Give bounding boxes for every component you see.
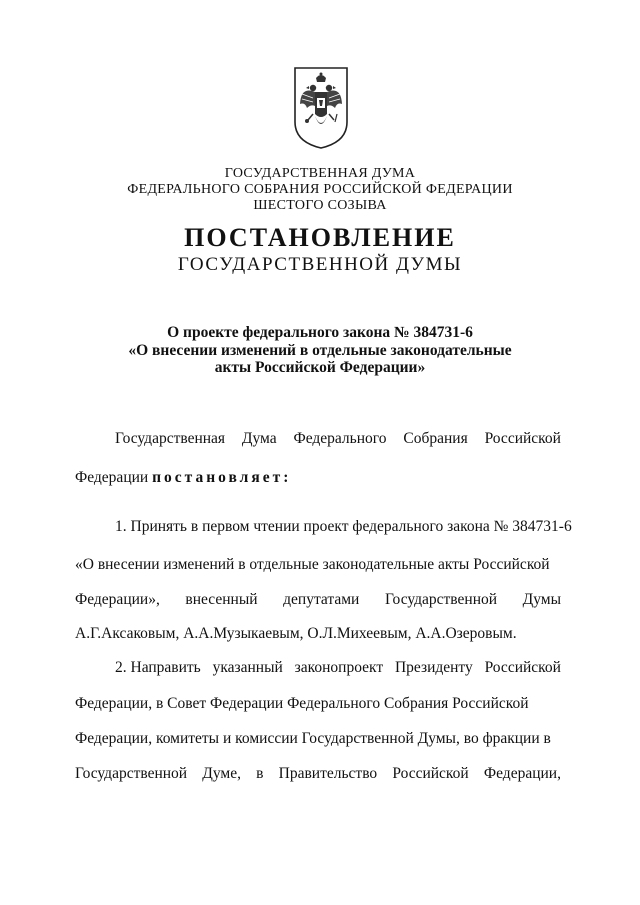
item2-word: Думе, [202,765,241,782]
preamble-word: Федерации [75,469,149,486]
issuer-line-1: ГОСУДАРСТВЕННАЯ ДУМА [224,166,416,181]
preamble-word: Российской [484,430,561,447]
item1-word: Государственной [384,591,498,608]
preamble-line-2 [75,469,561,487]
item1-word: Федерации», [75,591,160,608]
document-subtitle: ГОСУДАРСТВЕННОЙ ДУМЫ [177,254,463,275]
item1-word: Думы [522,591,561,608]
item2-word: в [256,765,264,782]
item2-word: Государственной [75,765,188,782]
item2-word: Российской [392,765,469,782]
item2-word: Российской [484,659,561,676]
item2-word: Федерации, [483,765,561,782]
item1-line-2: «О внесении изменений в отдельные законодательные акты Российской [75,556,550,573]
item2-word: 2. Направить [115,659,201,676]
item2-word: Правительство [278,765,378,782]
item1-line-3 [75,591,561,609]
preamble-word: Собрания [403,430,468,447]
preamble-word: Федерального [293,430,387,447]
item2-word: указанный [212,659,283,676]
preamble-word: Дума [241,430,277,447]
document-title: ПОСТАНОВЛЕНИЕ [184,223,456,252]
preamble-line-1 [115,430,561,448]
item2-word: Президенту [394,659,473,676]
item1-line-1: 1. Принять в первом чтении проект федерального закона № 384731-6 [115,518,572,535]
preamble-word: Государственная [115,430,226,447]
subject-line-3: акты Российской Федерации» [214,359,426,376]
convocation-line: ШЕСТОГО СОЗЫВА [253,198,387,213]
item2-word: законопроект [294,659,384,676]
item2-line-4 [75,765,561,783]
state-emblem-icon [291,64,351,150]
decree-word: постановляет: [152,469,292,486]
item2-line-1 [115,659,561,677]
subject-line-1: О проекте федерального закона № 384731-6 [167,324,473,341]
item1-word: внесенный [185,591,258,608]
issuer-line-2: ФЕДЕРАЛЬНОГО СОБРАНИЯ РОССИЙСКОЙ ФЕДЕРАЦИИ [127,182,513,197]
item2-line-3: Федерации, комитеты и комиссии Государственной Думы, во фракции в [75,730,551,747]
item2-line-2: Федерации, в Совет Федерации Федерального Собрания Российской [75,695,529,712]
item1-word: депутатами [283,591,360,608]
item1-line-4: А.Г.Аксаковым, А.А.Музыкаевым, О.Л.Михеевым, А.А.Озеровым. [75,625,517,642]
subject-line-2: «О внесении изменений в отдельные законодательные [128,342,512,359]
